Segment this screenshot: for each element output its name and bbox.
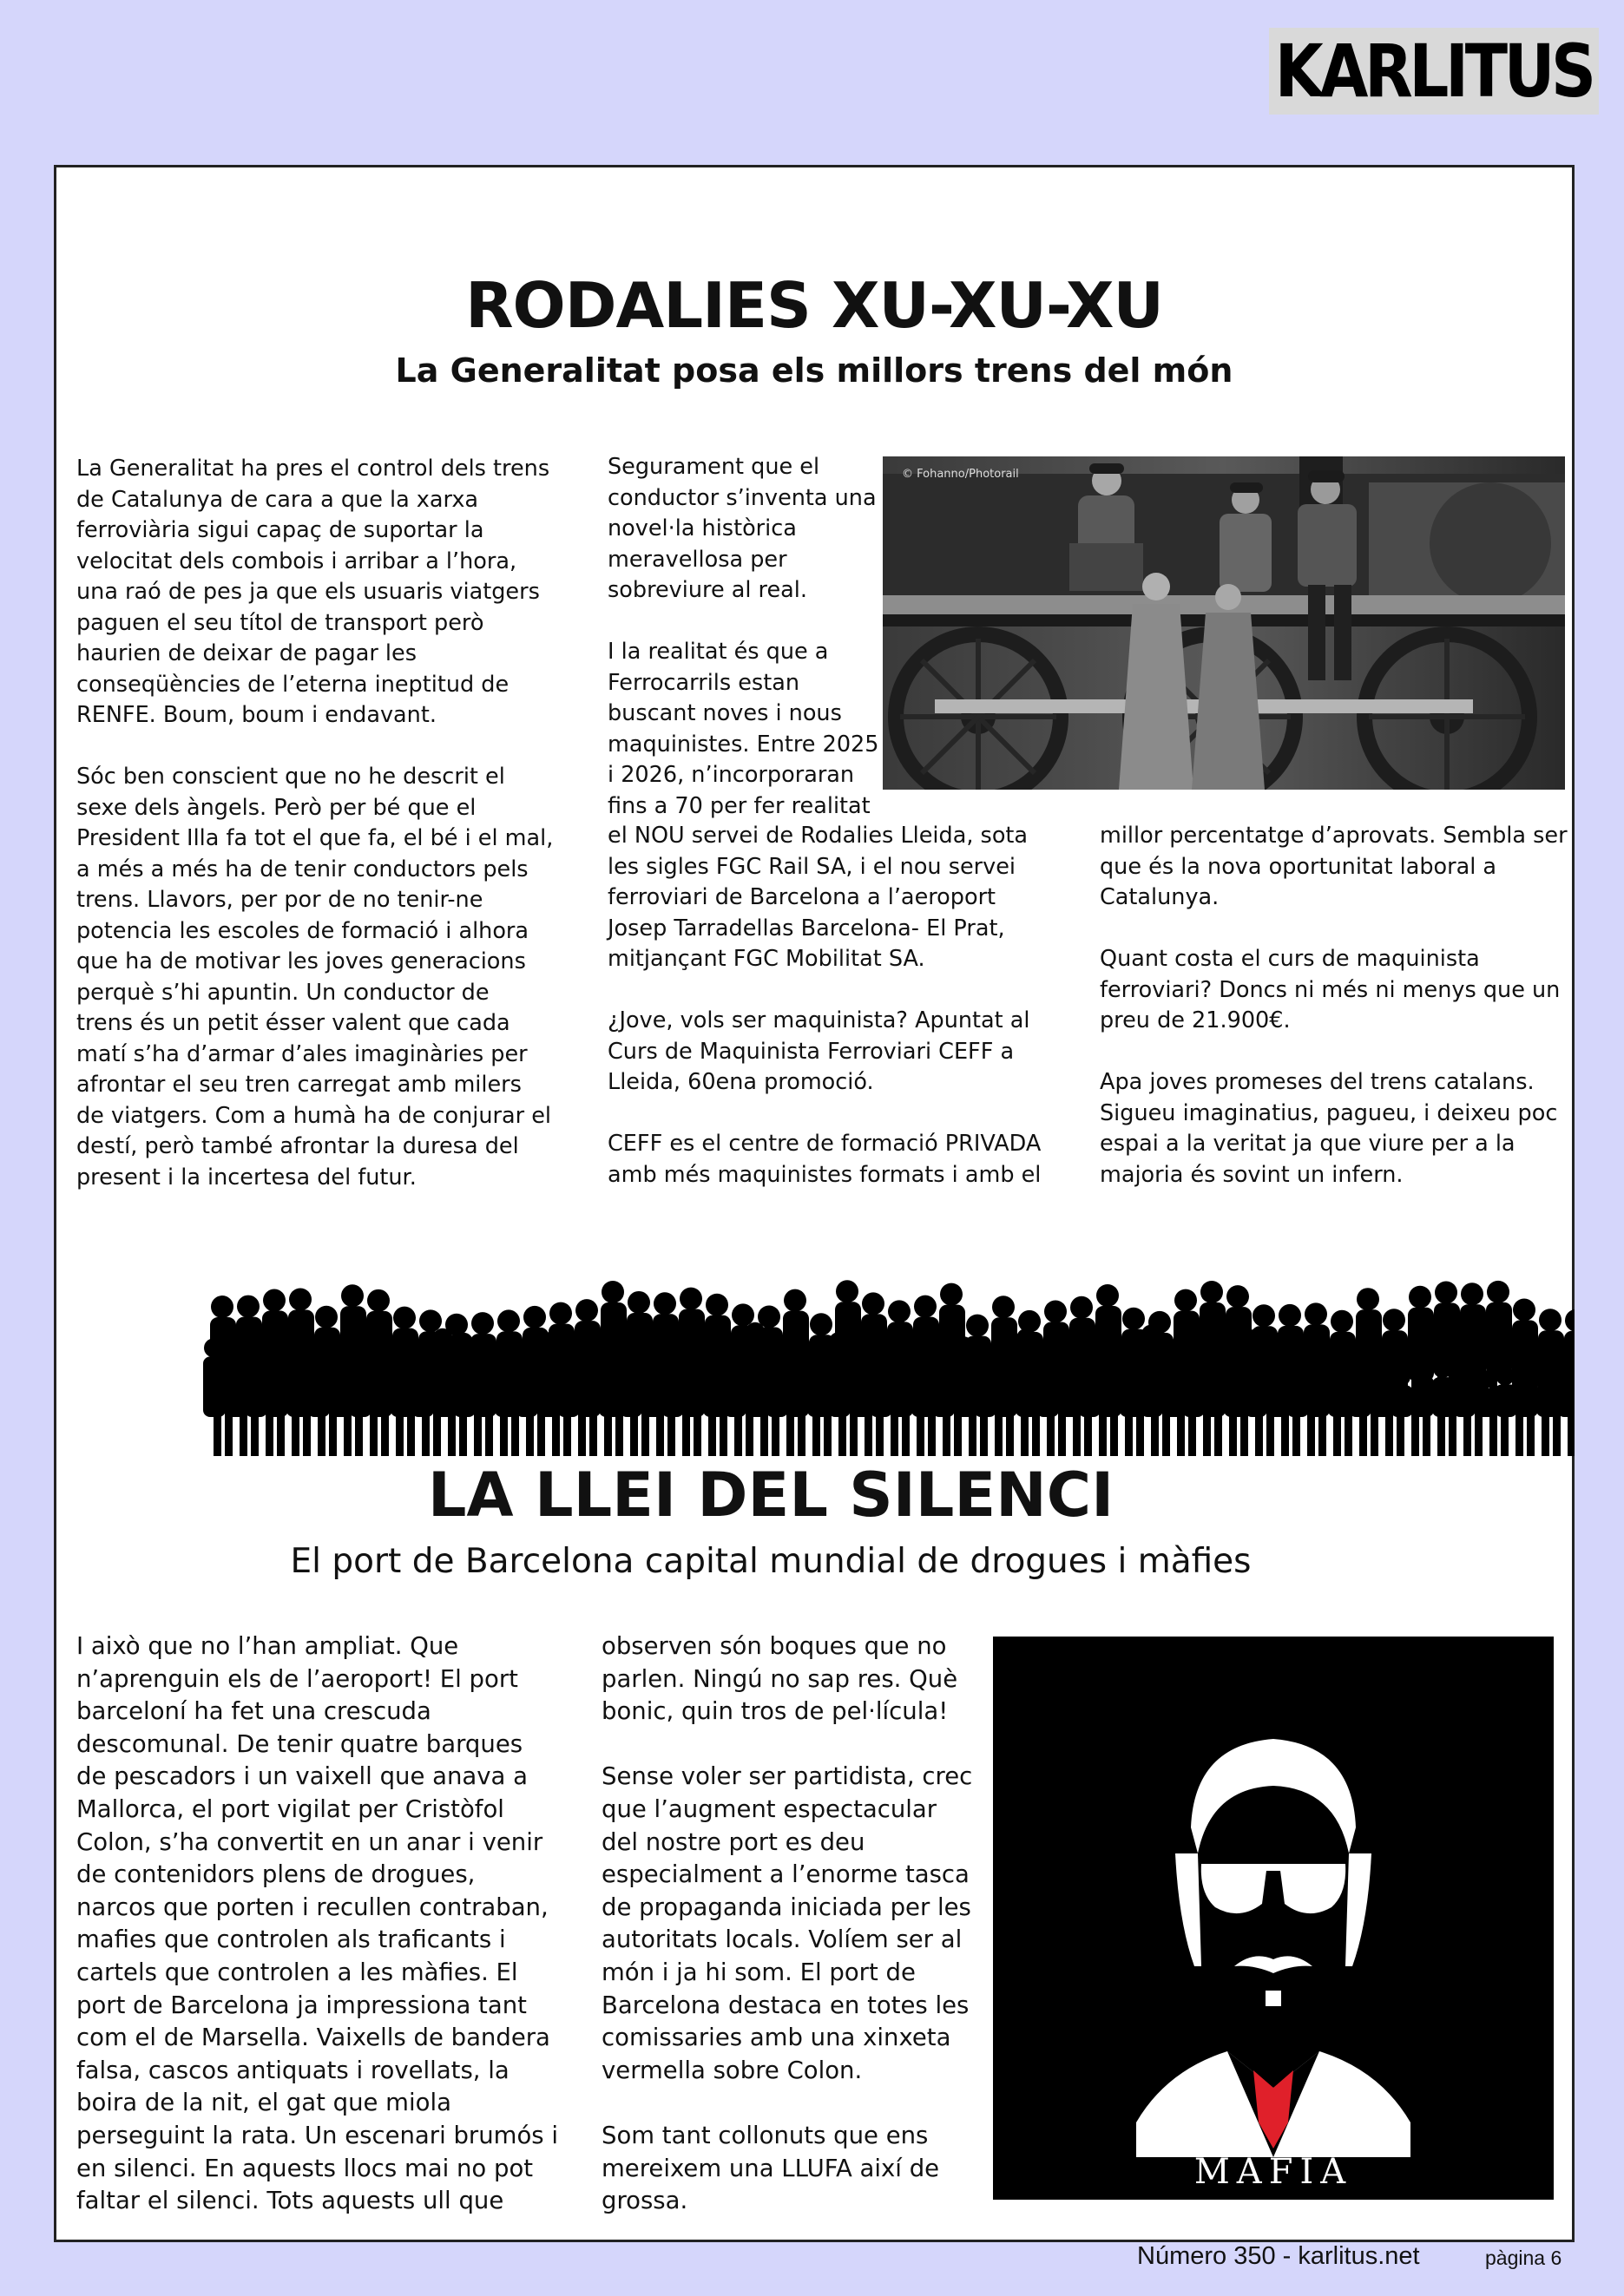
article1-column-2-top: [608, 452, 894, 822]
person-silhouette: [392, 1307, 418, 1456]
person-silhouette: [1408, 1286, 1434, 1456]
person-silhouette: [1069, 1296, 1095, 1456]
article2-title: LA LLEI DEL SILENCI: [427, 1460, 1114, 1531]
person-silhouette: [549, 1302, 575, 1456]
person-silhouette: [1043, 1300, 1069, 1456]
person-silhouette: [314, 1306, 340, 1456]
page: [54, 165, 1575, 2242]
article2-column-2: [602, 1630, 1001, 2218]
person-silhouette: [210, 1296, 236, 1456]
footer-page-number: pàgina 6: [1485, 2247, 1562, 2269]
person-silhouette: [913, 1296, 939, 1456]
person-silhouette: [809, 1313, 835, 1456]
person-silhouette: [705, 1294, 731, 1456]
person-silhouette: [731, 1303, 757, 1456]
person-silhouette: [262, 1289, 288, 1456]
person-silhouette: [965, 1315, 991, 1456]
person-silhouette: [236, 1296, 262, 1456]
person-silhouette: [340, 1284, 366, 1456]
paragraph: el NOU servei de Rodalies Lleida, sota les sigles FGC Rail SA, i el nou servei ferroviari de Barcelona a l’aeroport Josep Tarradellas Barcelona- El Prat, mitjançant FGC Mobilitat SA.: [608, 823, 1029, 972]
person-silhouette: [1512, 1298, 1538, 1456]
person-silhouette: [1174, 1289, 1200, 1456]
mafia-illustration: [993, 1637, 1554, 2200]
paragraph: I la realitat és que a Ferrocarrils estan buscant noves i nous maquinistes. Entre 2025 i 2026, n’incorporaran fins a 70 per fer realitat: [608, 639, 879, 819]
paragraph: ¿Jove, vols ser maquinista? Apuntat al Curs de Maquinista Ferroviari CEFF a Lleida, 60ena promoció.: [608, 1007, 1030, 1095]
paragraph: Som tant collonuts que ens mereixem una LLUFA així de grossa.: [602, 2121, 940, 2215]
person-silhouette: [1538, 1309, 1564, 1456]
person-silhouette: [679, 1288, 705, 1456]
person-silhouette: [1252, 1304, 1278, 1456]
person-silhouette: [288, 1288, 314, 1456]
person-silhouette: [861, 1292, 887, 1456]
person-silhouette: [653, 1292, 679, 1456]
person-silhouette: [887, 1300, 913, 1456]
crowd-silhouette-image: [203, 1256, 1575, 1460]
person-silhouette: [1200, 1281, 1226, 1456]
person-silhouette: [496, 1309, 523, 1456]
person-silhouette: [523, 1306, 549, 1456]
person-silhouette: [1095, 1284, 1121, 1456]
person-silhouette: [1434, 1281, 1460, 1456]
article1-column-3: [1100, 821, 1568, 1191]
karlitus-logo: [1269, 28, 1599, 115]
photo-credit: © Fohanno/Photorail: [902, 468, 1019, 481]
person-silhouette: [991, 1296, 1017, 1456]
person-silhouette: [1564, 1309, 1575, 1456]
person-silhouette: [1330, 1310, 1356, 1456]
article1-title: RODALIES XU-XU-XU: [465, 269, 1163, 342]
person-silhouette: [1278, 1304, 1304, 1456]
paragraph: Quant costa el curs de maquinista ferroviari? Doncs ni més ni menys que un preu de 21.900€.: [1100, 946, 1561, 1033]
article1-subtitle: La Generalitat posa els millors trens del món: [395, 351, 1233, 390]
paragraph: millor percentatge d’aprovats. Sembla ser que és la nova oportunitat laboral a Catalunya.: [1100, 823, 1568, 910]
person-silhouette: [575, 1299, 601, 1456]
paragraph: CEFF es el centre de formació PRIVADA amb més maquinistes formats i amb el: [608, 1131, 1042, 1188]
train-crew-photo: [883, 456, 1565, 790]
article2-column-1: [76, 1630, 571, 2218]
article1-column-1: [76, 454, 562, 1193]
logo-text: KARLITUS: [1275, 29, 1594, 114]
paragraph: Segurament que el conductor s’inventa una novel·la històrica meravellosa per sobreviure al real.: [608, 454, 877, 603]
person-silhouette: [470, 1312, 496, 1456]
paragraph: La Generalitat ha pres el control dels trens de Catalunya de cara a que la xarxa ferroviària sigui capaç de suportar la velocitat dels combois i arribar a l’hora, una raó de pes ja que els usuaris viatgers paguen el seu títol de transport però haurien de deixar de pagar les conseqüències de l’eterna ineptitud de RENFE. Boum, boum i endavant.: [76, 456, 550, 728]
paragraph: observen són boques que no parlen. Ningú no sap res. Què bonic, quin tros de pel·lícula!: [602, 1632, 958, 1726]
person-silhouette: [366, 1289, 392, 1456]
article2-subtitle: El port de Barcelona capital mundial de drogues i màfies: [290, 1542, 1252, 1581]
mafia-label: MAFIA: [1193, 2152, 1353, 2192]
person-silhouette: [783, 1289, 809, 1456]
paragraph: I això que no l’han ampliat. Que n’aprenguin els de l’aeroport! El port barceloní ha fet una crescuda descomunal. De tenir quatre barques de pescadors i un vaixell que anava a Mallorca, el port vigilat per Cristòfol Colon, s’ha convertit en un anar i venir de contenidors plens de drogues, narcos que porten i recullen contraban, mafies que controlen als traficants i cartels que controlen a les màfies. El port de Barcelona ja impressiona tant com el de Marsella. Vaixells de bandera falsa, cascos antiquats i rovellats, la boira de la nit, el gat que miola perseguint la rata. Un escenari brumós i en silenci. En aquests llocs mai no pot faltar el silenci. Tots aquests ull que: [76, 1632, 558, 2215]
person-silhouette: [939, 1283, 965, 1456]
person-silhouette: [627, 1291, 653, 1456]
person-silhouette: [1486, 1281, 1512, 1456]
paragraph: Sense voler ser partidista, crec que l’augment espectacular del nostre port es deu especialment a l’enorme tasca de propaganda iniciada per les autoritats locals. Volíem ser al món i ja hi som. El port de Barcelona destaca en totes les comissaries amb una xinxeta vermella sobre Colon.: [602, 1762, 973, 2084]
article1-column-2-bottom: [608, 821, 1076, 1191]
person-silhouette: [1226, 1285, 1252, 1456]
footer-issue: Número 350 - karlitus.net: [1137, 2242, 1420, 2270]
person-silhouette: [1460, 1282, 1486, 1456]
person-silhouette: [601, 1281, 627, 1456]
person-silhouette: [835, 1280, 861, 1456]
paragraph: Sóc ben conscient que no he descrit el sexe dels àngels. Però per bé que el President Illa fa tot el que fa, el bé i el mal, a més a més ha de tenir conductors pels trens. Llavors, per por de no tenir-ne potencia les escoles de formació i alhora que ha de motivar les joves generacions perquè s’hi apuntin. Un conductor de trens és un petit ésser valent que cada matí s’ha d’armar d’ales imaginàries per afrontar el seu tren carregat amb milers de viatgers. Com a humà ha de conjurar el destí, però també afrontar la duresa del present i la incertesa del futur.: [76, 764, 554, 1191]
person-silhouette: [1356, 1288, 1382, 1456]
person-silhouette: [1304, 1302, 1330, 1456]
paragraph: Apa joves promeses del trens catalans. Sigueu imaginatius, pagueu, i deixeu poc espai a la veritat ja que viure per a la majoria és sovint un infern.: [1100, 1069, 1558, 1188]
person-silhouette: [1382, 1309, 1408, 1456]
